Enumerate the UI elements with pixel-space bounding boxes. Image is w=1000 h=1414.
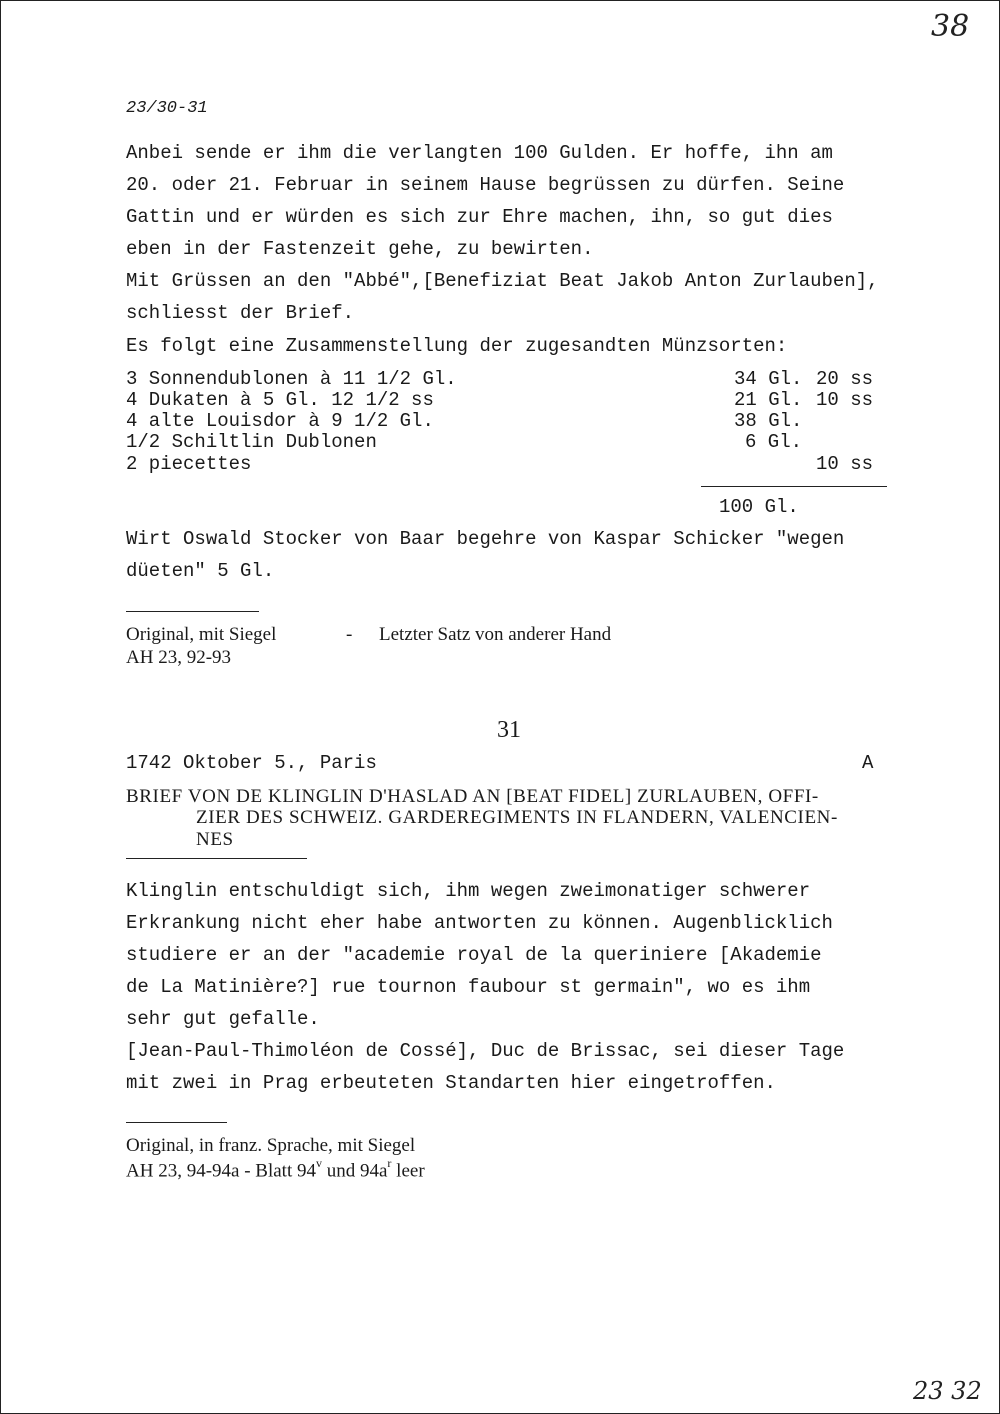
entry-code: A xyxy=(862,752,874,774)
coin-item: 4 alte Louisdor à 9 1/2 Gl. xyxy=(126,410,434,432)
paragraph-line: düeten" 5 Gl. xyxy=(126,560,275,582)
recto-mark: r xyxy=(387,1156,392,1170)
coin-schilling: 20 ss xyxy=(816,368,874,390)
paragraph-line: Gattin und er würden es sich zur Ehre machen, ihn, so gut dies xyxy=(126,206,833,228)
body-line: mit zwei in Prag erbeuteten Standarten hier eingetroffen. xyxy=(126,1072,776,1094)
footnote-rule xyxy=(126,1122,227,1123)
coin-gulden: 34 Gl. xyxy=(734,368,803,390)
archive-reference-text: leer xyxy=(391,1160,425,1182)
archive-reference-text: AH 23, 94-94a - Blatt 94 xyxy=(126,1160,316,1182)
handwritten-page-number: 38 xyxy=(931,9,970,44)
entry-heading: ZIER DES SCHWEIZ. GARDEREGIMENTS IN FLANDERN, VALENCIEN- xyxy=(196,807,838,828)
heading-rule xyxy=(126,858,307,859)
paragraph-line: Anbei sende er ihm die verlangten 100 Gulden. Er hoffe, ihn am xyxy=(126,142,833,164)
entry-reference: 23/30-31 xyxy=(126,99,208,118)
entry-heading: BRIEF VON DE KLINGLIN D'HASLAD AN [BEAT FIDEL] ZURLAUBEN, OFFI- xyxy=(126,786,819,807)
body-line: [Jean-Paul-Thimoléon de Cossé], Duc de Brissac, sei dieser Tage xyxy=(126,1040,845,1062)
body-line: Klinglin entschuldigt sich, ihm wegen zweimonatiger schwerer xyxy=(126,880,811,902)
coin-gulden: 6 Gl. xyxy=(745,431,803,453)
coin-item: 2 piecettes xyxy=(126,453,252,475)
source-note-remark: Letzter Satz von anderer Hand xyxy=(379,624,612,645)
paragraph-line: Mit Grüssen an den "Abbé",[Benefiziat Beat Jakob Anton Zurlauben], xyxy=(126,270,879,292)
coin-item: 4 Dukaten à 5 Gl. 12 1/2 ss xyxy=(126,389,434,411)
body-line: sehr gut gefalle. xyxy=(126,1008,320,1030)
coin-schilling: 10 ss xyxy=(816,389,874,411)
archive-reference xyxy=(126,1158,425,1182)
source-note: Original, in franz. Sprache, mit Siegel xyxy=(126,1135,416,1156)
body-line: de La Matinière?] rue tournon faubour st germain", wo es ihm xyxy=(126,976,811,998)
paragraph-line: schliesst der Brief. xyxy=(126,302,355,324)
sum-rule xyxy=(701,486,887,487)
paragraph-line: eben in der Fastenzeit gehe, zu bewirten. xyxy=(126,238,594,260)
archive-reference-text: und 94a xyxy=(321,1160,388,1182)
body-line: studiere er an der "academie royal de la queriniere [Akademie xyxy=(126,944,822,966)
paragraph-line: 20. oder 21. Februar in seinem Hause begrüssen zu dürfen. Seine xyxy=(126,174,845,196)
footnote-rule xyxy=(126,611,259,612)
source-note-dash: - xyxy=(346,624,353,645)
coin-gulden: 38 Gl. xyxy=(734,410,803,432)
coin-item: 1/2 Schiltlin Dublonen xyxy=(126,431,377,453)
verso-mark: v xyxy=(315,1156,322,1170)
paragraph-line: Es folgt eine Zusammenstellung der zugesandten Münzsorten: xyxy=(126,335,788,357)
coin-item: 3 Sonnendublonen à 11 1/2 Gl. xyxy=(126,368,457,390)
entry-date-place: 1742 Oktober 5., Paris xyxy=(126,752,377,774)
entry-number: 31 xyxy=(497,717,521,743)
entry-heading: NES xyxy=(196,829,234,850)
handwritten-folio-number: 23 32 xyxy=(913,1377,982,1405)
source-note: Original, mit Siegel xyxy=(126,624,277,645)
archive-reference: AH 23, 92-93 xyxy=(126,647,232,668)
paragraph-line: Wirt Oswald Stocker von Baar begehre von Kaspar Schicker "wegen xyxy=(126,528,845,550)
coin-gulden: 21 Gl. xyxy=(734,389,803,411)
coin-total: 100 Gl. xyxy=(719,496,799,518)
coin-schilling: 10 ss xyxy=(816,453,874,475)
body-line: Erkrankung nicht eher habe antworten zu können. Augenblicklich xyxy=(126,912,833,934)
